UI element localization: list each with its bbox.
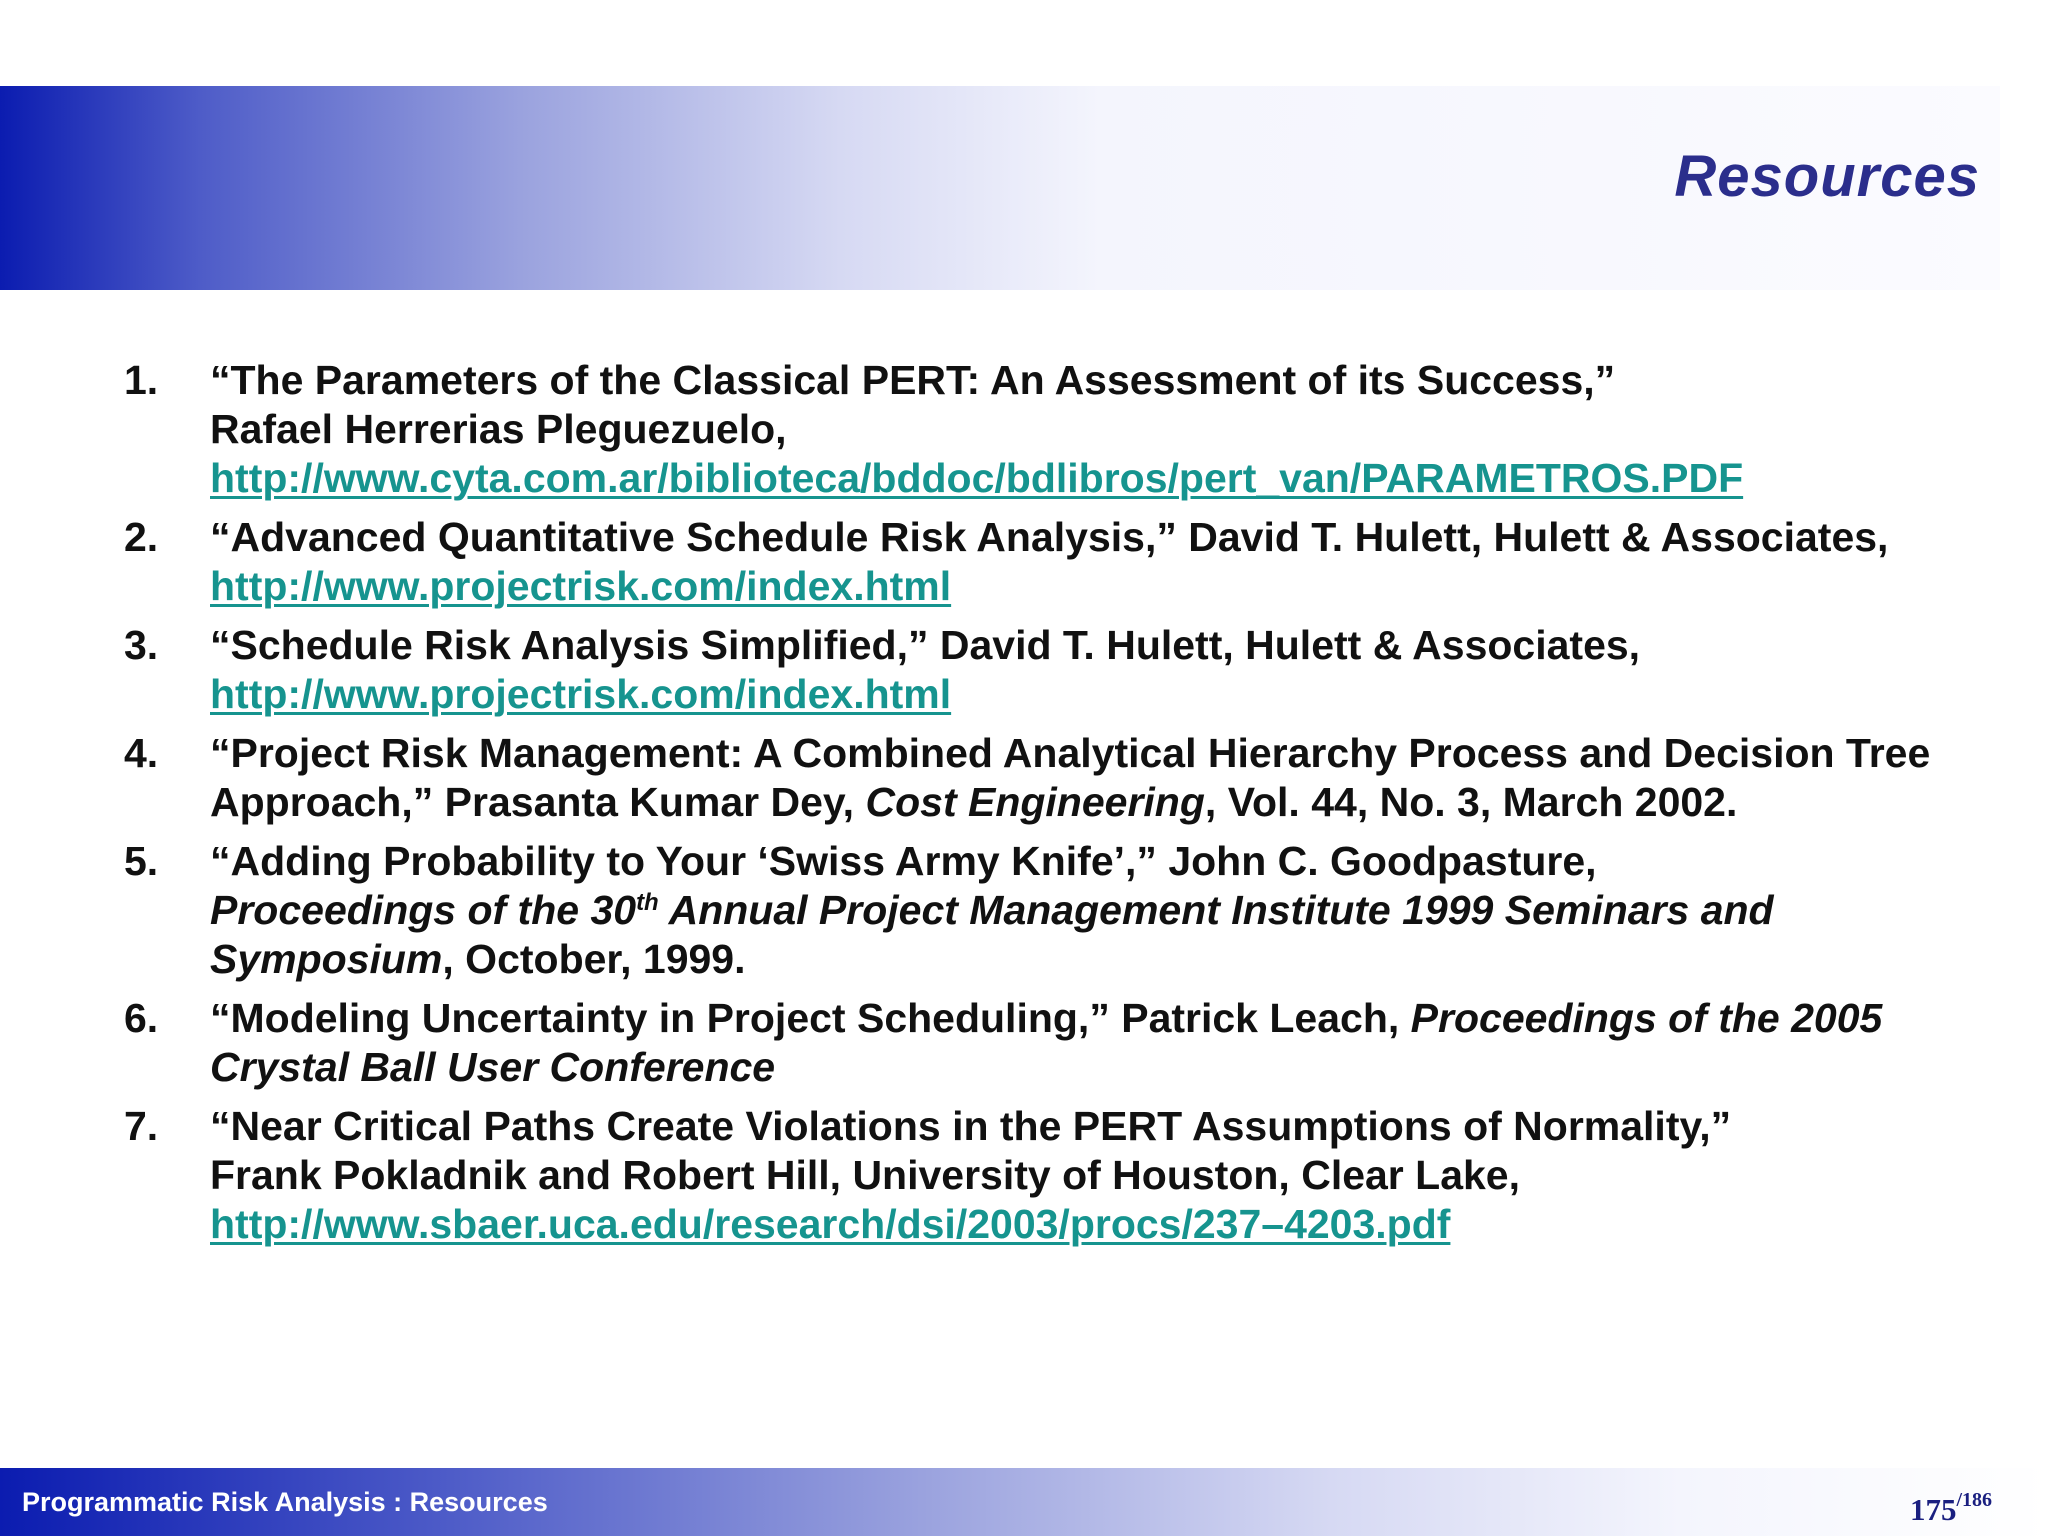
slide-title: Resources — [1674, 144, 1980, 209]
reference-number: 7. — [124, 1103, 159, 1149]
reference-author: David T. Hulett, Hulett & Associates, — [939, 622, 1641, 668]
reference-number: 5. — [124, 838, 159, 884]
reference-item-3 — [124, 621, 1984, 719]
page-number — [1910, 1490, 1992, 1525]
footer-title: Programmatic Risk Analysis : Resources — [22, 1487, 548, 1517]
reference-publication: Cost Engineering — [865, 779, 1205, 825]
reference-item-5 — [124, 837, 1984, 984]
reference-link[interactable]: http://www.sbaer.uca.edu/research/dsi/2003/procs/237–4203.pdf — [210, 1201, 1451, 1247]
reference-author: Frank Pokladnik and Robert Hill, University of Houston, Clear Lake, — [210, 1152, 1520, 1198]
reference-title: “Near Critical Paths Create Violations in the PERT Assumptions of Normality,” — [210, 1103, 1732, 1149]
reference-title: “The Parameters of the Classical PERT: An Assessment of its Success,” — [210, 357, 1616, 403]
reference-link[interactable]: http://www.projectrisk.com/index.html — [210, 563, 952, 609]
page-total: /186 — [1956, 1489, 1992, 1511]
ordinal-suffix: th — [636, 889, 659, 916]
reference-details: , Vol. 44, No. 3, March 2002. — [1204, 779, 1738, 825]
reference-author: David T. Hulett, Hulett & Associates, — [1188, 514, 1889, 560]
reference-title: “Schedule Risk Analysis Simplified,” — [210, 622, 929, 668]
reference-link[interactable]: http://www.projectrisk.com/index.html — [210, 671, 952, 717]
reference-details: , October, 1999. — [442, 936, 746, 982]
reference-item-4 — [124, 729, 1984, 827]
reference-author: Prasanta Kumar Dey, — [444, 779, 855, 825]
reference-list — [124, 356, 1984, 1259]
reference-title: “Advanced Quantitative Schedule Risk Analysis,” — [210, 514, 1177, 560]
reference-item-7 — [124, 1102, 1984, 1249]
reference-item-1 — [124, 356, 1984, 503]
reference-item-6 — [124, 994, 1984, 1092]
reference-author: Patrick Leach, — [1121, 995, 1400, 1041]
reference-number: 1. — [124, 357, 159, 403]
publication-text: Annual Project Management Institute 1999 Seminars and Symposium — [210, 887, 1774, 982]
reference-number: 4. — [124, 730, 159, 776]
page-current: 175 — [1909, 1492, 1957, 1527]
reference-number: 6. — [124, 995, 159, 1041]
reference-number: 3. — [124, 622, 159, 668]
reference-number: 2. — [124, 514, 159, 560]
reference-publication: Proceedings of the 2005 Crystal Ball User Conference — [210, 995, 1883, 1090]
reference-title: “Project Risk Management: A Combined Analytical Hierarchy Process and Decision Tree Approach,” — [210, 730, 1931, 825]
reference-link[interactable]: http://www.cyta.com.ar/biblioteca/bddoc/bdlibros/pert_van/PARAMETROS.PDF — [210, 455, 1744, 501]
reference-author: Rafael Herrerias Pleguezuelo, — [210, 406, 787, 452]
reference-author: John C. Goodpasture, — [1168, 838, 1597, 884]
reference-title: “Modeling Uncertainty in Project Scheduling,” — [210, 995, 1110, 1041]
reference-item-2 — [124, 513, 1984, 611]
publication-text: Proceedings of the 30 — [210, 887, 637, 933]
reference-title: “Adding Probability to Your ‘Swiss Army Knife’,” — [210, 838, 1157, 884]
